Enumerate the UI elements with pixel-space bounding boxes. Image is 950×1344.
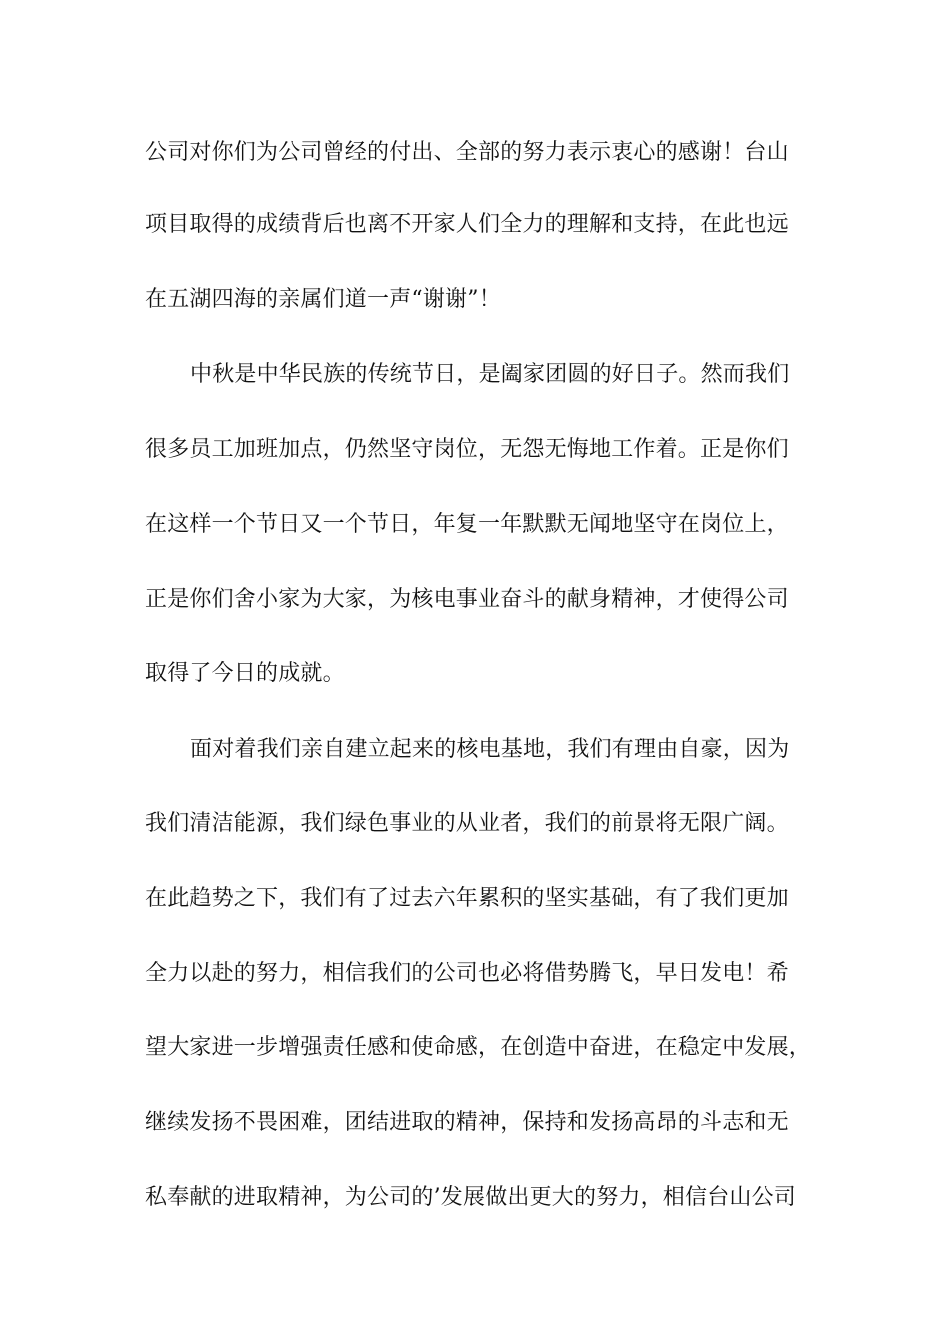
paragraph-line: 面对着我们亲自建立起来的核电基地，我们有理由自豪，因为 (190, 737, 790, 762)
paragraph-line: 中秋是中华民族的传统节日，是阖家团圆的好日子。然而我们 (190, 362, 790, 387)
paragraph-line: 私奉献的进取精神，为公司的’发展做出更大的努力，相信台山公司 (145, 1185, 796, 1210)
paragraph-line: 很多员工加班加点，仍然坚守岗位，无怨无悔地工作着。正是你们 (145, 437, 789, 462)
paragraph-line: 继续发扬不畏困难，团结进取的精神，保持和发扬高昂的斗志和无 (145, 1110, 789, 1135)
paragraph-line: 在此趋势之下，我们有了过去六年累积的坚实基础，有了我们更加 (145, 886, 789, 911)
paragraph-line: 取得了今日的成就。 (145, 661, 345, 686)
paragraph-line: 正是你们舍小家为大家，为核电事业奋斗的献身精神，才使得公司 (145, 587, 789, 612)
paragraph-line: 在这样一个节日又一个节日，年复一年默默无闻地坚守在岗位上， (145, 512, 789, 537)
paragraph-line: 我们清洁能源，我们绿色事业的从业者，我们的前景将无限广阔。 (145, 811, 789, 836)
paragraph-line: 全力以赴的努力，相信我们的公司也必将借势腾飞，早日发电！希 (145, 961, 789, 986)
paragraph-line: 在五湖四海的亲属们道一声“谢谢”！ (145, 287, 501, 312)
paragraph-line: 公司对你们为公司曾经的付出、全部的努力表示衷心的感谢！台山 (145, 140, 789, 165)
paragraph-line: 项目取得的成绩背后也离不开家人们全力的理解和支持，在此也远 (145, 212, 789, 237)
paragraph-line: 望大家进一步增强责任感和使命感，在创造中奋进，在稳定中发展， (145, 1035, 812, 1060)
